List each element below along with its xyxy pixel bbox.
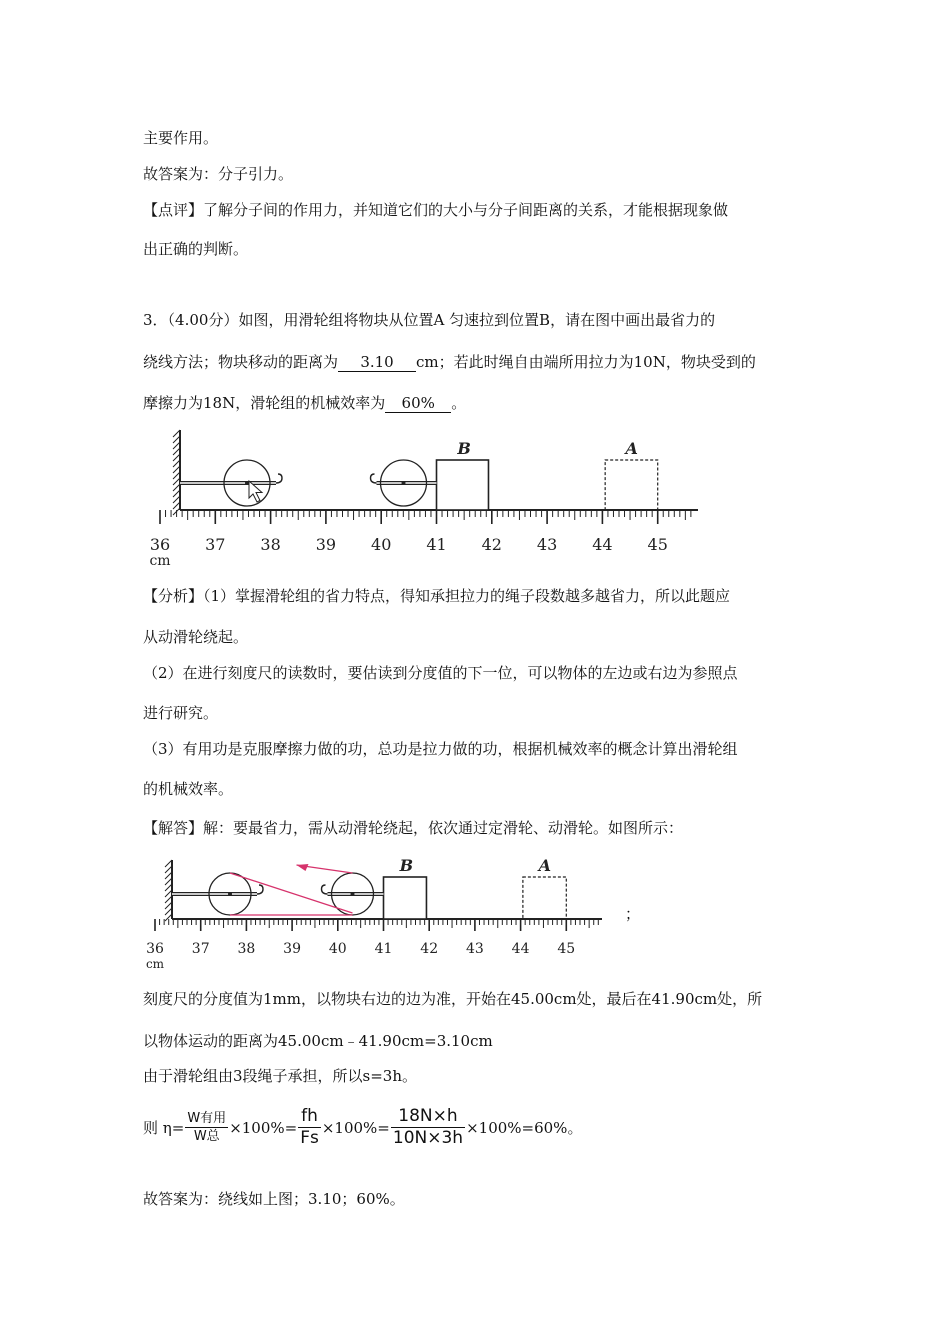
final-answer-line: 故答案为：绕线如上图；3.10；60%。 bbox=[143, 1190, 405, 1208]
block-b bbox=[384, 877, 427, 919]
ruler-tick-label: 43 bbox=[465, 941, 484, 957]
ruler-tick-label: 45 bbox=[557, 941, 576, 957]
movable-pulley-hook bbox=[371, 474, 377, 483]
ruler-tick-label: 40 bbox=[371, 535, 392, 554]
analysis-line: 【分析】（1）掌握滑轮组的省力特点，得知承担拉力的绳子段数越多越省力，所以此题应 bbox=[143, 587, 731, 605]
block-a-label: A bbox=[538, 856, 552, 875]
block-a-outline bbox=[605, 460, 658, 510]
ruler-tick-label: 45 bbox=[647, 535, 668, 554]
fraction-numerator: 18N×h bbox=[391, 1106, 465, 1128]
wall-hatch bbox=[173, 466, 180, 473]
solution-line: 刻度尺的分度值为1mm，以物块右边的边为准，开始在45.00cm处，最后在41.90cm处，所 bbox=[143, 990, 763, 1008]
wall-hatch bbox=[165, 878, 172, 885]
wall-hatch bbox=[173, 496, 180, 503]
fixed-pulley-hook bbox=[276, 474, 282, 483]
block-a-outline bbox=[523, 877, 566, 919]
ruler-tick-label: 39 bbox=[283, 941, 302, 957]
ruler-tick-label: 37 bbox=[191, 941, 210, 957]
question-text: cm；若此时绳自由端所用拉力为10N，物块受到的 bbox=[416, 353, 756, 371]
wall-hatch bbox=[165, 872, 172, 879]
pulley-figure-question bbox=[150, 422, 710, 572]
analysis-line: 进行研究。 bbox=[143, 704, 219, 722]
ruler-tick-label: 38 bbox=[237, 941, 256, 957]
wall-hatch bbox=[165, 902, 172, 909]
analysis-line: （3）有用功是克服摩擦力做的功，总功是拉力做的功，根据机械效率的概念计算出滑轮组 bbox=[143, 740, 738, 758]
comment-line: 【点评】了解分子间的作用力，并知道它们的大小与分子间距离的关系，才能根据现象做 bbox=[143, 201, 729, 219]
analysis-line: （2）在进行刻度尺的读数时，要估读到分度值的下一位，可以物体的左边或右边为参照点 bbox=[143, 664, 738, 682]
ruler-tick-label: 44 bbox=[592, 535, 613, 554]
wall-hatch bbox=[173, 490, 180, 497]
fixed-pulley-hook bbox=[257, 885, 263, 894]
question-line bbox=[143, 352, 756, 372]
answer-line: 故答案为：分子引力。 bbox=[143, 165, 294, 183]
pulley-figure-solution bbox=[145, 852, 620, 971]
formula-text: ×100%= bbox=[321, 1118, 390, 1137]
ruler-tick-label: 42 bbox=[481, 535, 502, 554]
blank-answer-efficiency: 60% bbox=[385, 395, 451, 413]
wall-hatch bbox=[165, 908, 172, 915]
wall-hatch bbox=[165, 860, 172, 867]
movable-pulley-axle bbox=[402, 481, 406, 485]
question-text: 。 bbox=[451, 394, 467, 412]
analysis-line: 从动滑轮绕起。 bbox=[143, 628, 249, 646]
efficiency-formula bbox=[143, 1106, 582, 1149]
solution-line: 由于滑轮组由3段绳子承担，所以s=3h。 bbox=[143, 1067, 418, 1085]
fraction-values bbox=[391, 1106, 465, 1149]
ruler-tick-label: 43 bbox=[536, 535, 558, 554]
wall-hatch bbox=[173, 454, 180, 461]
question-text: 摩擦力为18N，滑轮组的机械效率为 bbox=[143, 394, 386, 412]
wall-hatch bbox=[173, 502, 180, 509]
ruler-tick-label: 37 bbox=[205, 535, 226, 554]
fixed-pulley-axle bbox=[228, 892, 232, 896]
question-text: 绕线方法；物块移动的距离为 bbox=[143, 353, 339, 371]
wall-hatch bbox=[165, 884, 172, 891]
block-a-label: A bbox=[625, 439, 638, 458]
ruler-tick-label: 41 bbox=[426, 535, 447, 554]
figure-content bbox=[149, 430, 698, 569]
block-b bbox=[437, 460, 489, 510]
ruler-tick-label: 41 bbox=[374, 941, 393, 957]
rope-arrow-icon bbox=[297, 864, 309, 871]
fraction-numerator: W有用 bbox=[187, 1111, 227, 1126]
question-line bbox=[143, 393, 466, 413]
ruler-tick-label: 40 bbox=[328, 941, 347, 957]
solution-semicolon: ； bbox=[625, 905, 641, 923]
wall-hatch bbox=[173, 484, 180, 491]
ruler-tick-label: 42 bbox=[420, 941, 439, 957]
wall-hatch bbox=[173, 460, 180, 467]
wall-hatch bbox=[173, 436, 180, 443]
fraction-work bbox=[185, 1110, 228, 1145]
wall-hatch bbox=[165, 866, 172, 873]
formula-text: ×100%= bbox=[229, 1118, 298, 1137]
comment-line: 出正确的判断。 bbox=[143, 240, 249, 258]
text-line: 主要作用。 bbox=[143, 129, 219, 147]
formula-text: ×100%=60%。 bbox=[466, 1119, 583, 1137]
wall-hatch bbox=[165, 890, 172, 897]
block-b-label: B bbox=[457, 439, 471, 458]
figure-content bbox=[146, 856, 602, 971]
ruler-tick-label: 36 bbox=[146, 941, 164, 957]
fraction-denominator: Fs bbox=[300, 1128, 319, 1148]
formula-prefix: 则 η= bbox=[143, 1119, 185, 1137]
fixed-pulley-axle bbox=[245, 481, 249, 485]
solution-line: 【解答】解：要最省力，需从动滑轮绕起，依次通过定滑轮、动滑轮。如图所示： bbox=[143, 819, 684, 837]
blank-answer-distance: 3.10 bbox=[338, 354, 416, 372]
fraction-denominator: W总 bbox=[193, 1129, 220, 1144]
fraction-numerator: fh bbox=[298, 1106, 321, 1128]
ruler-tick-label: 38 bbox=[260, 535, 281, 554]
movable-pulley-axle bbox=[351, 892, 355, 896]
wall-hatch bbox=[165, 896, 172, 903]
ruler-tick-label: 39 bbox=[315, 535, 337, 554]
analysis-line: 的机械效率。 bbox=[143, 780, 234, 798]
wall-hatch bbox=[173, 448, 180, 455]
solution-line: 以物体运动的距离为45.00cm﹣41.90cm=3.10cm bbox=[143, 1032, 493, 1050]
block-b-label: B bbox=[399, 856, 414, 875]
question-line: 3．（4.00分）如图，用滑轮组将物块从位置A 匀速拉到位置B，请在图中画出最省力的 bbox=[143, 311, 716, 329]
ruler-tick-label: 44 bbox=[511, 941, 530, 957]
wall-hatch bbox=[173, 472, 180, 479]
ruler-tick-label: 36 bbox=[149, 535, 171, 554]
fraction-denominator: 10N×3h bbox=[392, 1128, 464, 1148]
wall-hatch bbox=[173, 430, 180, 437]
wall-hatch bbox=[173, 442, 180, 449]
movable-pulley-hook bbox=[322, 885, 328, 894]
ruler-unit-label: cm bbox=[149, 553, 171, 569]
wall-hatch bbox=[173, 478, 180, 485]
fraction-force bbox=[298, 1106, 321, 1149]
ruler-unit-label: cm bbox=[145, 957, 165, 971]
